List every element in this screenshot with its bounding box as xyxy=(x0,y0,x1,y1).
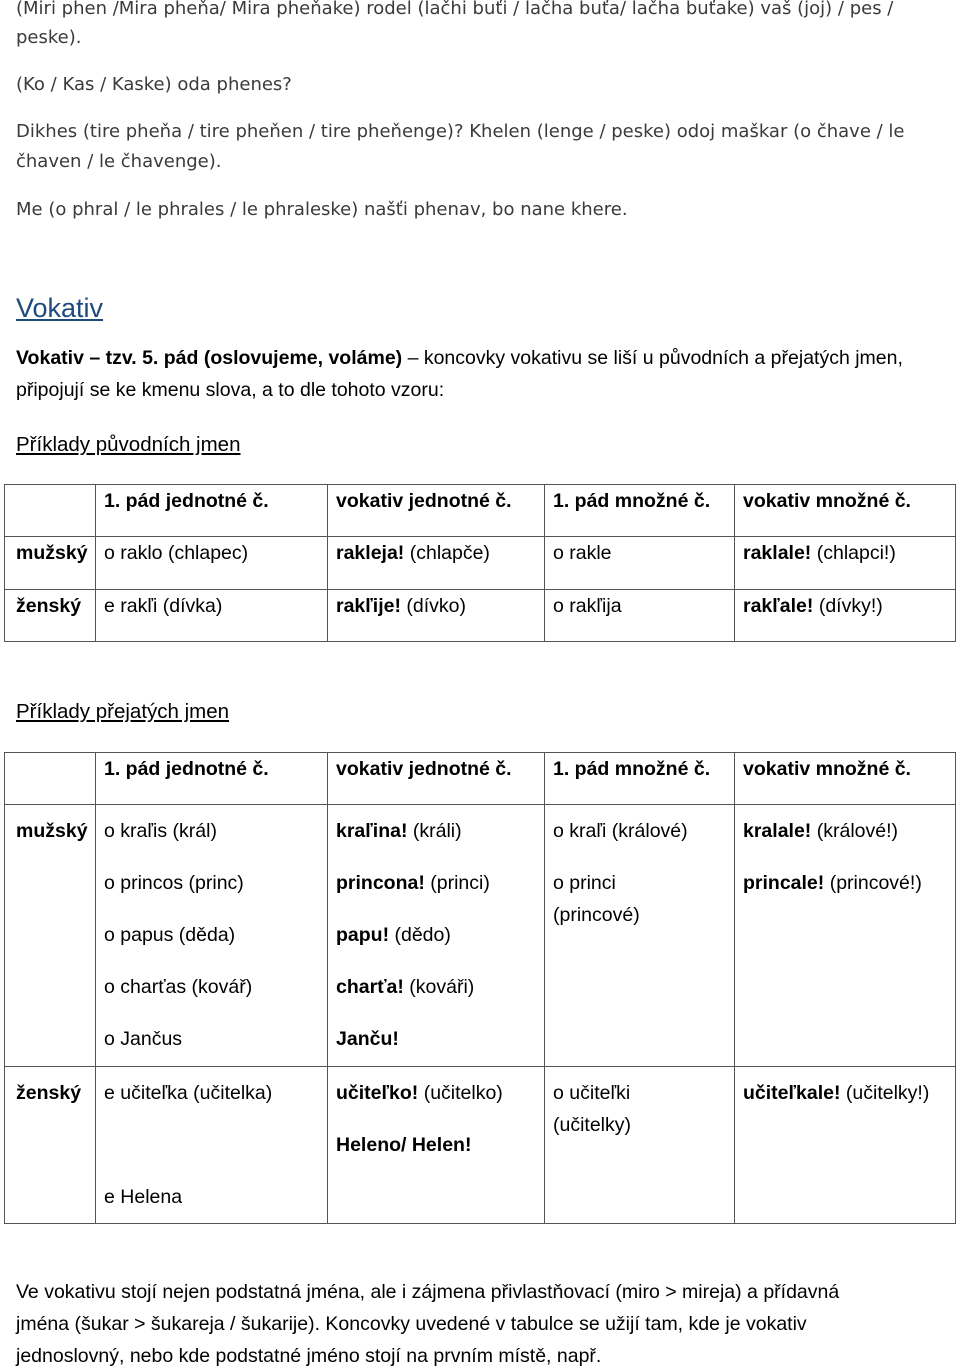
table-row xyxy=(5,1067,956,1224)
gender-label: ženský xyxy=(5,590,96,642)
vocative-entry xyxy=(336,867,544,899)
plural-form: (učitelky) xyxy=(553,1114,632,1136)
translation: (učitelko) xyxy=(418,1082,503,1104)
footer-line: jednoslovný, nebo kde podstatné jméno stojí na prvním místě, např. xyxy=(16,1345,602,1367)
table-header-cell: 1. pád jednotné č. xyxy=(96,485,328,537)
translation: (princi) xyxy=(424,872,490,894)
table-row xyxy=(5,537,956,590)
translation: (králi) xyxy=(407,820,462,842)
table-cell xyxy=(735,1067,956,1224)
translation: (dědo) xyxy=(389,924,451,946)
table-cell xyxy=(328,590,545,642)
definition-rest: – koncovky vokativu se liší u původních a přejatých jmen, xyxy=(402,347,903,369)
translation: (učitelky!) xyxy=(840,1082,930,1104)
vocative-entry xyxy=(743,815,955,847)
nominative-form: o Jančus xyxy=(104,1028,183,1050)
vocative-entry xyxy=(336,1129,544,1161)
footer-paragraph xyxy=(16,1276,944,1372)
table-header-row xyxy=(5,753,956,805)
table-cell xyxy=(96,1067,328,1224)
table-cell xyxy=(735,805,956,1067)
gender-label: mužský xyxy=(5,537,96,590)
table-header-cell: 1. pád množné č. xyxy=(545,753,735,805)
gender-label: ženský xyxy=(5,1067,96,1224)
intro-line: peske). xyxy=(16,27,82,48)
translation: (králové!) xyxy=(811,820,898,842)
vocative-entry xyxy=(336,971,544,1003)
table-cell: o raklo (chlapec) xyxy=(96,537,328,590)
nominative-form: e učiteľka (učitelka) xyxy=(104,1082,273,1104)
table-header-cell xyxy=(5,753,96,805)
table1-title: Příklady původních jmen xyxy=(16,433,241,456)
plural-form: o učiteľki xyxy=(553,1082,631,1104)
intro-line: Dikhes (tire pheňa / tire pheňen / tire pheňenge)? Khelen (lenge / peske) odoj maškar (o čhave / le xyxy=(16,121,905,142)
plural-form: (princové) xyxy=(553,904,640,926)
nominative-form: o papus (děda) xyxy=(104,924,236,946)
vocative-form: kraľina! xyxy=(336,820,408,842)
plural-form: o princi xyxy=(553,872,616,894)
vocative-form: Janču! xyxy=(336,1028,399,1050)
table-cell xyxy=(96,805,328,1067)
original-nouns-table xyxy=(4,484,956,642)
intro-line: čhaven / le čhavenge). xyxy=(16,151,222,172)
vocative-form: Heleno/ Helen! xyxy=(336,1134,472,1156)
table-header-cell: 1. pád množné č. xyxy=(545,485,735,537)
table-header-cell: vokativ množné č. xyxy=(735,485,956,537)
table-header-row xyxy=(5,485,956,537)
intro-line: Me (o phral / le phrales / le phraleske) našťi phenav, bo nane khere. xyxy=(16,199,628,220)
plural-form: o kraľi (králové) xyxy=(553,820,688,842)
intro-line: (Ko / Kas / Kaske) oda phenes? xyxy=(16,74,292,95)
table-header-cell xyxy=(5,485,96,537)
table2-title: Příklady přejatých jmen xyxy=(16,700,230,723)
translation: (dívky!) xyxy=(813,595,883,617)
vocative-form: rakleja! xyxy=(336,542,405,564)
vocative-form: rakľije! xyxy=(336,595,401,617)
table-cell xyxy=(328,1067,545,1224)
table-header-cell: vokativ množné č. xyxy=(735,753,956,805)
footer-line: jména (šukar > šukareja / šukarije). Koncovky uvedené v tabulce se užijí tam, kde je vokativ xyxy=(16,1313,807,1335)
definition-bold: Vokativ – tzv. 5. pád (oslovujeme, voláme) xyxy=(16,347,403,369)
translation: (kováři) xyxy=(403,976,475,998)
table-cell xyxy=(328,805,545,1067)
table-cell xyxy=(328,537,545,590)
vocative-form: kralale! xyxy=(743,820,812,842)
vocative-form: charťa! xyxy=(336,976,404,998)
nominative-form: o charťas (kovář) xyxy=(104,976,253,998)
table-row xyxy=(5,805,956,1067)
table-cell: o rakle xyxy=(545,537,735,590)
vocative-entry xyxy=(743,867,955,899)
table-cell xyxy=(545,1067,735,1224)
table-header-cell: 1. pád jednotné č. xyxy=(96,753,328,805)
table-cell xyxy=(735,537,956,590)
vocative-entry xyxy=(336,1023,544,1055)
nominative-form: e Helena xyxy=(104,1186,183,1208)
borrowed-nouns-table xyxy=(4,752,956,1224)
table-header-cell: vokativ jednotné č. xyxy=(328,485,545,537)
gender-label: mužský xyxy=(5,805,96,1067)
vocative-entry xyxy=(336,919,544,951)
table-cell xyxy=(735,590,956,642)
table-header-cell: vokativ jednotné č. xyxy=(328,753,545,805)
vocative-form: rakľale! xyxy=(743,595,814,617)
vocative-entry xyxy=(336,1077,544,1109)
definition-line: připojují se ke kmenu slova, a to dle tohoto vzoru: xyxy=(16,379,445,401)
intro-line: (Miri phen /Mira pheňa/ Mira pheňake) rodel (lačhi buťi / lačha buťa/ lačha buťake) vaš (joj) / pes / xyxy=(16,0,894,19)
vocative-form: papu! xyxy=(336,924,390,946)
footer-line: Ve vokativu stojí nejen podstatná jména, ale i zájmena přivlastňovací (miro > mireja) a přídavná xyxy=(16,1281,840,1303)
translation: (chlapci!) xyxy=(811,542,896,564)
translation: (chlapče) xyxy=(404,542,490,564)
vocative-form: raklale! xyxy=(743,542,812,564)
translation: (dívko) xyxy=(400,595,466,617)
table-cell: e rakľi (dívka) xyxy=(96,590,328,642)
vocative-entry xyxy=(743,1077,955,1109)
nominative-form: o kraľis (král) xyxy=(104,820,217,842)
definition-line xyxy=(16,347,903,370)
vocative-entry xyxy=(336,815,544,847)
nominative-form: o princos (princ) xyxy=(104,872,244,894)
vocative-form: učiteľkale! xyxy=(743,1082,841,1104)
vocative-form: učiteľko! xyxy=(336,1082,419,1104)
table-cell: o rakľija xyxy=(545,590,735,642)
vocative-form: princale! xyxy=(743,872,825,894)
table-cell xyxy=(545,805,735,1067)
vocative-form: princona! xyxy=(336,872,425,894)
section-heading: Vokativ xyxy=(16,293,104,323)
table-row xyxy=(5,590,956,642)
translation: (princové!) xyxy=(824,872,922,894)
